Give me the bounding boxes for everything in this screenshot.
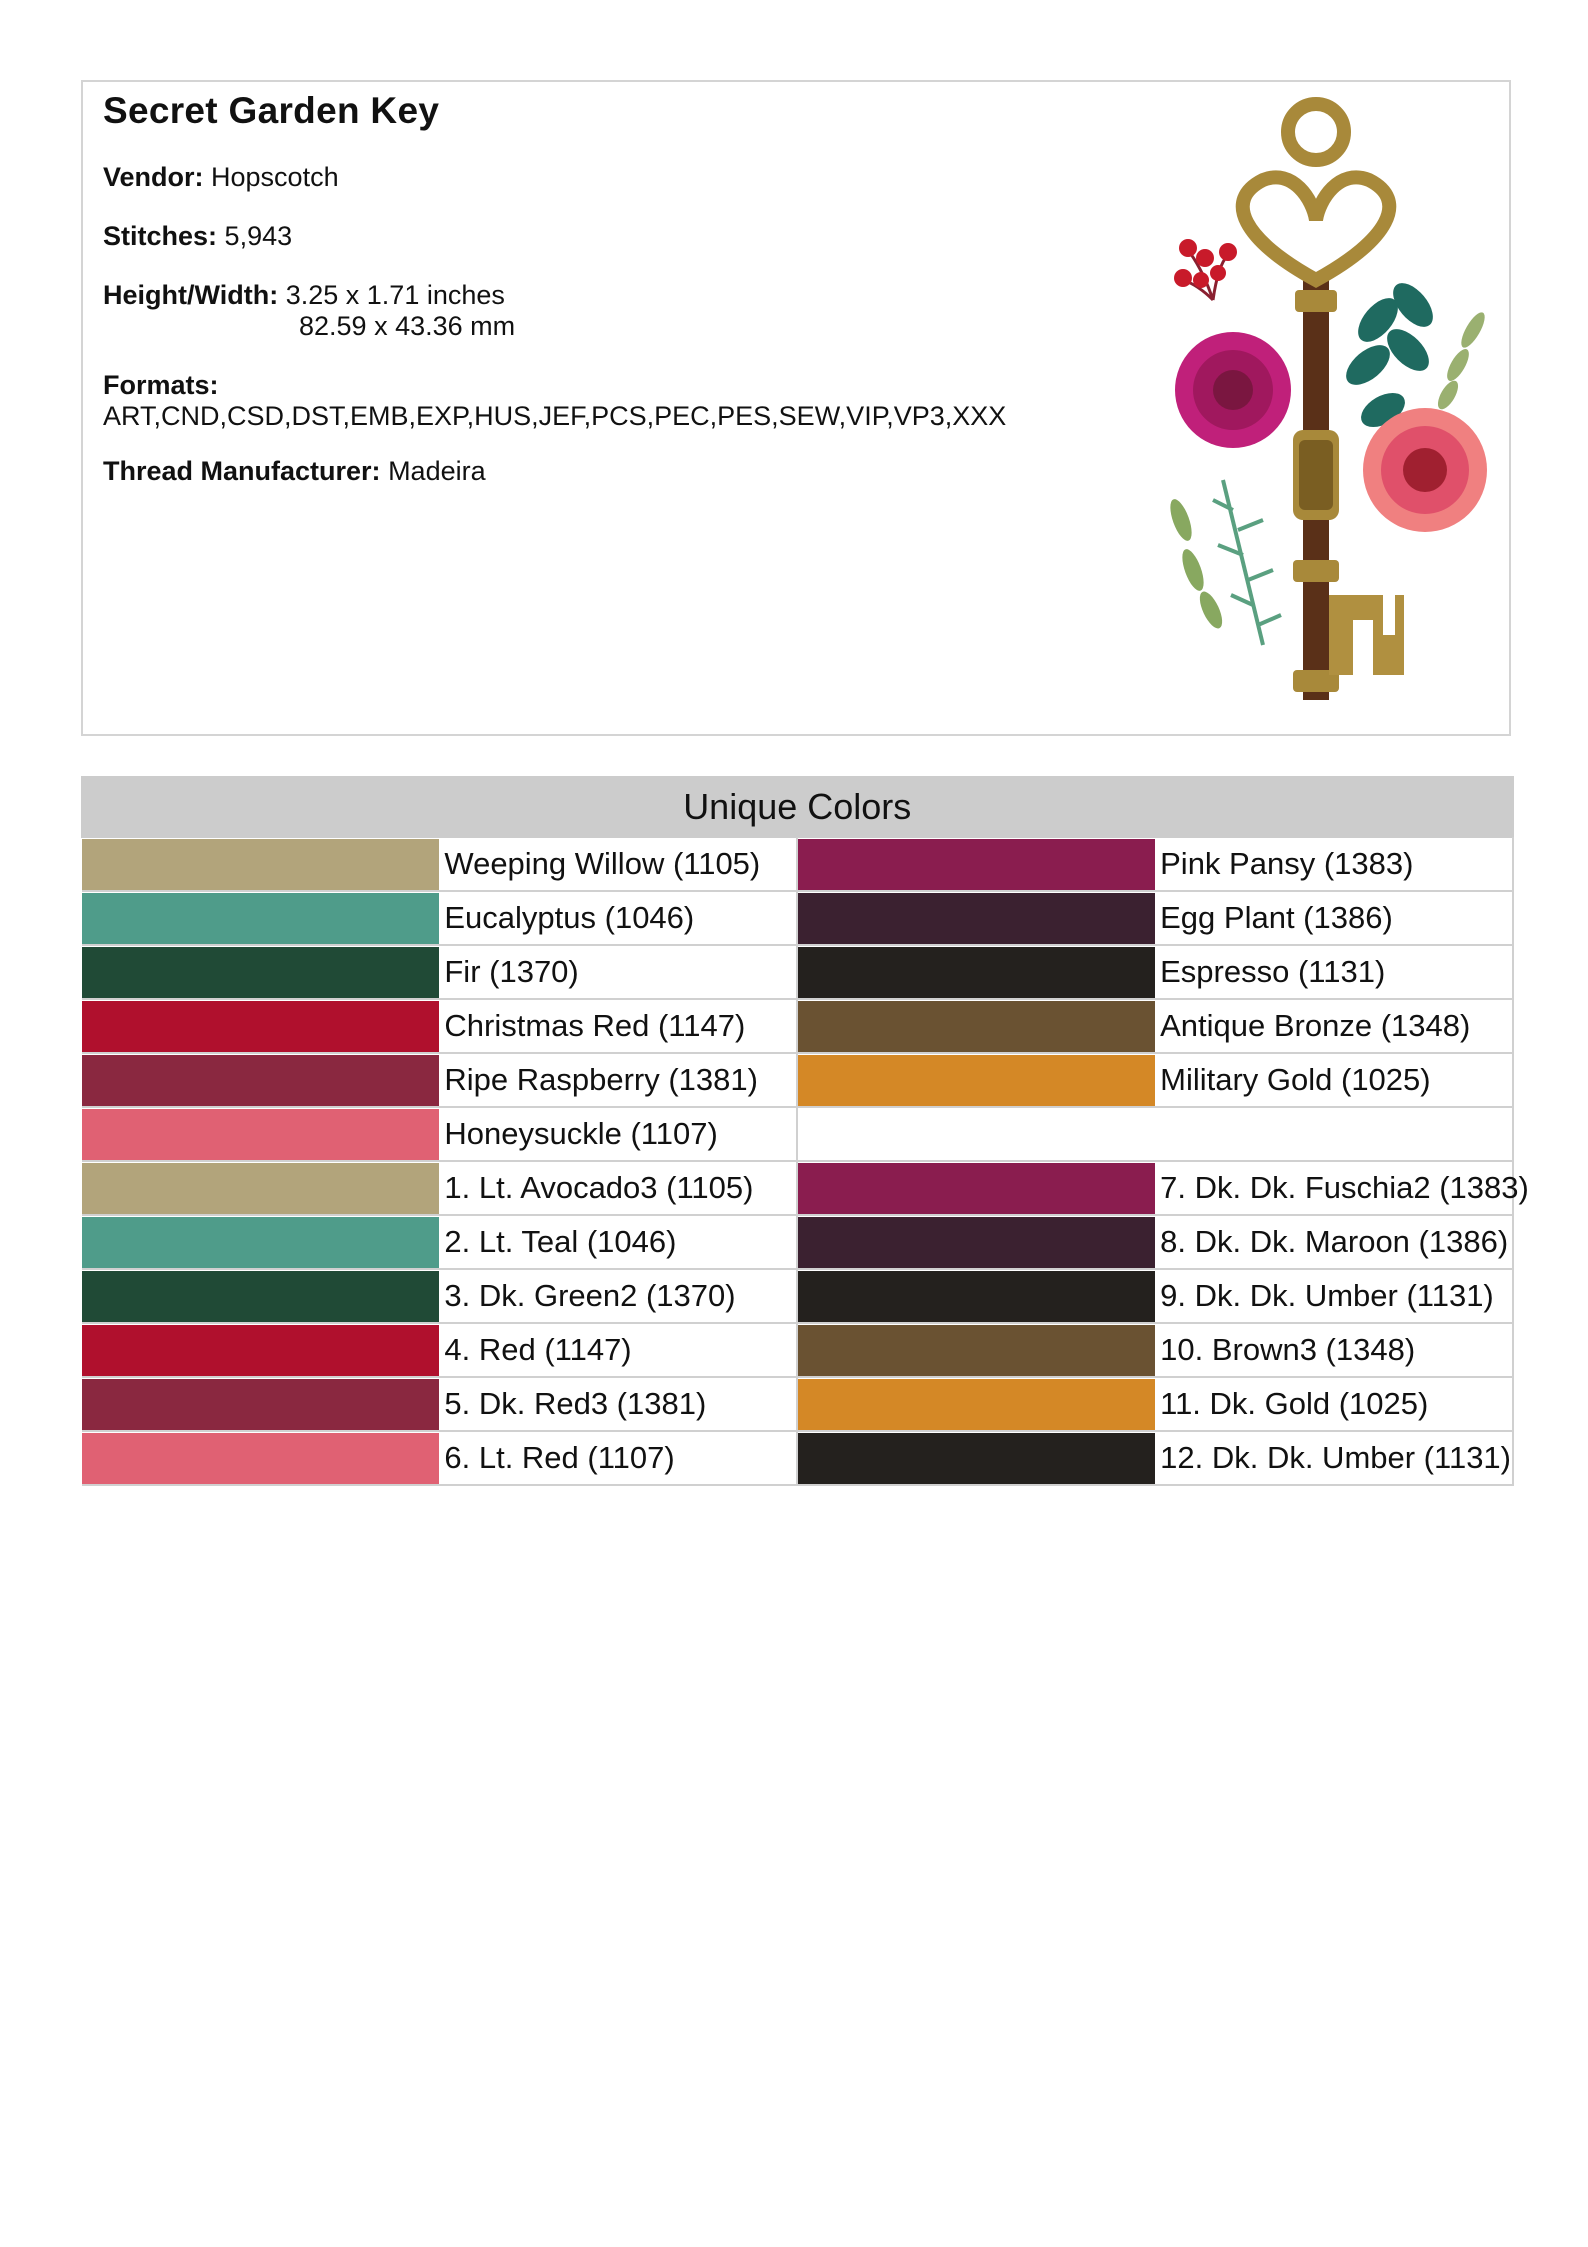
thread-stop-name: 10. Brown3 (1348) <box>1155 1323 1513 1377</box>
design-info-card <box>81 80 1511 736</box>
color-swatch <box>798 1271 1155 1322</box>
color-name: Egg Plant (1386) <box>1155 891 1513 945</box>
table-row <box>82 999 1514 1053</box>
color-name: Military Gold (1025) <box>1155 1053 1513 1107</box>
color-swatch <box>798 893 1155 944</box>
table-row <box>82 891 1514 945</box>
color-swatch <box>82 893 440 944</box>
color-swatch <box>798 1163 1155 1214</box>
vendor-label: Vendor: <box>103 162 204 192</box>
thread-manufacturer-value: Madeira <box>388 456 486 486</box>
color-swatch <box>82 1379 440 1430</box>
color-swatch <box>82 947 440 998</box>
color-swatch <box>82 839 440 890</box>
thread-stop-name: 3. Dk. Green2 (1370) <box>439 1269 797 1323</box>
color-swatch <box>798 1217 1155 1268</box>
color-name: Antique Bronze (1348) <box>1155 999 1513 1053</box>
color-name: Ripe Raspberry (1381) <box>439 1053 797 1107</box>
thread-manufacturer-field <box>103 456 486 487</box>
color-swatch <box>798 1055 1155 1106</box>
color-swatch <box>798 1325 1155 1376</box>
table-row <box>82 838 1514 892</box>
color-name: Pink Pansy (1383) <box>1155 838 1513 892</box>
unique-colors-body <box>82 838 1514 1162</box>
table-row <box>82 1377 1514 1431</box>
thread-stop-name: 9. Dk. Dk. Umber (1131) <box>1155 1269 1513 1323</box>
thread-stop-name: 5. Dk. Red3 (1381) <box>439 1377 797 1431</box>
table-row <box>82 1431 1514 1485</box>
unique-colors-table <box>81 776 1529 1486</box>
design-title: Secret Garden Key <box>103 90 440 131</box>
color-name: Fir (1370) <box>439 945 797 999</box>
color-swatch <box>798 947 1155 998</box>
color-swatch <box>798 839 1155 890</box>
thread-manufacturer-label: Thread Manufacturer: <box>103 456 381 486</box>
thread-stop-name: 6. Lt. Red (1107) <box>439 1431 797 1485</box>
formats-field <box>103 370 1006 432</box>
color-swatch <box>82 1109 440 1160</box>
size-label: Height/Width: <box>103 280 279 310</box>
color-swatch <box>798 1379 1155 1430</box>
color-name: Eucalyptus (1046) <box>439 891 797 945</box>
color-name: Weeping Willow (1105) <box>439 838 797 892</box>
size-inches-value: 3.25 x 1.71 inches <box>285 280 505 310</box>
thread-stops-body <box>82 1161 1529 1485</box>
color-swatch <box>798 1433 1155 1484</box>
color-name: Christmas Red (1147) <box>439 999 797 1053</box>
color-swatch <box>82 1001 440 1052</box>
thread-stop-name: 12. Dk. Dk. Umber (1131) <box>1155 1431 1513 1485</box>
color-swatch <box>82 1163 440 1214</box>
table-row <box>82 945 1514 999</box>
thread-stop-name: 11. Dk. Gold (1025) <box>1155 1377 1513 1431</box>
color-name: Honeysuckle (1107) <box>439 1107 797 1161</box>
thread-stop-name: 4. Red (1147) <box>439 1323 797 1377</box>
table-row <box>82 1269 1514 1323</box>
color-swatch <box>82 1325 440 1376</box>
color-swatch <box>82 1055 440 1106</box>
empty-cell <box>797 1107 1513 1161</box>
color-swatch <box>798 1001 1155 1052</box>
formats-value: ART,CND,CSD,DST,EMB,EXP,HUS,JEF,PCS,PEC,PES,SEW,VIP,VP3,XXX <box>103 401 1007 431</box>
table-row <box>82 1215 1514 1269</box>
unique-colors-heading: Unique Colors <box>82 777 1514 838</box>
vendor-value: Hopscotch <box>211 162 339 192</box>
color-name: Espresso (1131) <box>1155 945 1513 999</box>
table-row <box>82 1107 1514 1161</box>
table-row <box>82 1161 1514 1215</box>
stitches-field <box>103 221 292 252</box>
stitches-label: Stitches: <box>103 221 218 251</box>
vendor-field <box>103 162 339 193</box>
size-mm-value: 82.59 x 43.36 mm <box>299 311 516 341</box>
thread-stop-name: 2. Lt. Teal (1046) <box>439 1215 797 1269</box>
color-swatch <box>82 1217 440 1268</box>
formats-label: Formats: <box>103 370 219 400</box>
embroidery-key-with-roses-image <box>1153 90 1503 730</box>
table-row <box>82 1053 1514 1107</box>
table-row <box>82 1323 1514 1377</box>
thread-stop-name: 1. Lt. Avocado3 (1105) <box>439 1161 797 1215</box>
thread-stop-name: 8. Dk. Dk. Maroon (1386) <box>1155 1215 1513 1269</box>
stitches-value: 5,943 <box>224 221 293 251</box>
thread-stop-name: 7. Dk. Dk. Fuschia2 (1383) <box>1155 1161 1513 1215</box>
color-swatch <box>82 1433 440 1484</box>
color-swatch <box>82 1271 440 1322</box>
size-field <box>103 280 515 342</box>
